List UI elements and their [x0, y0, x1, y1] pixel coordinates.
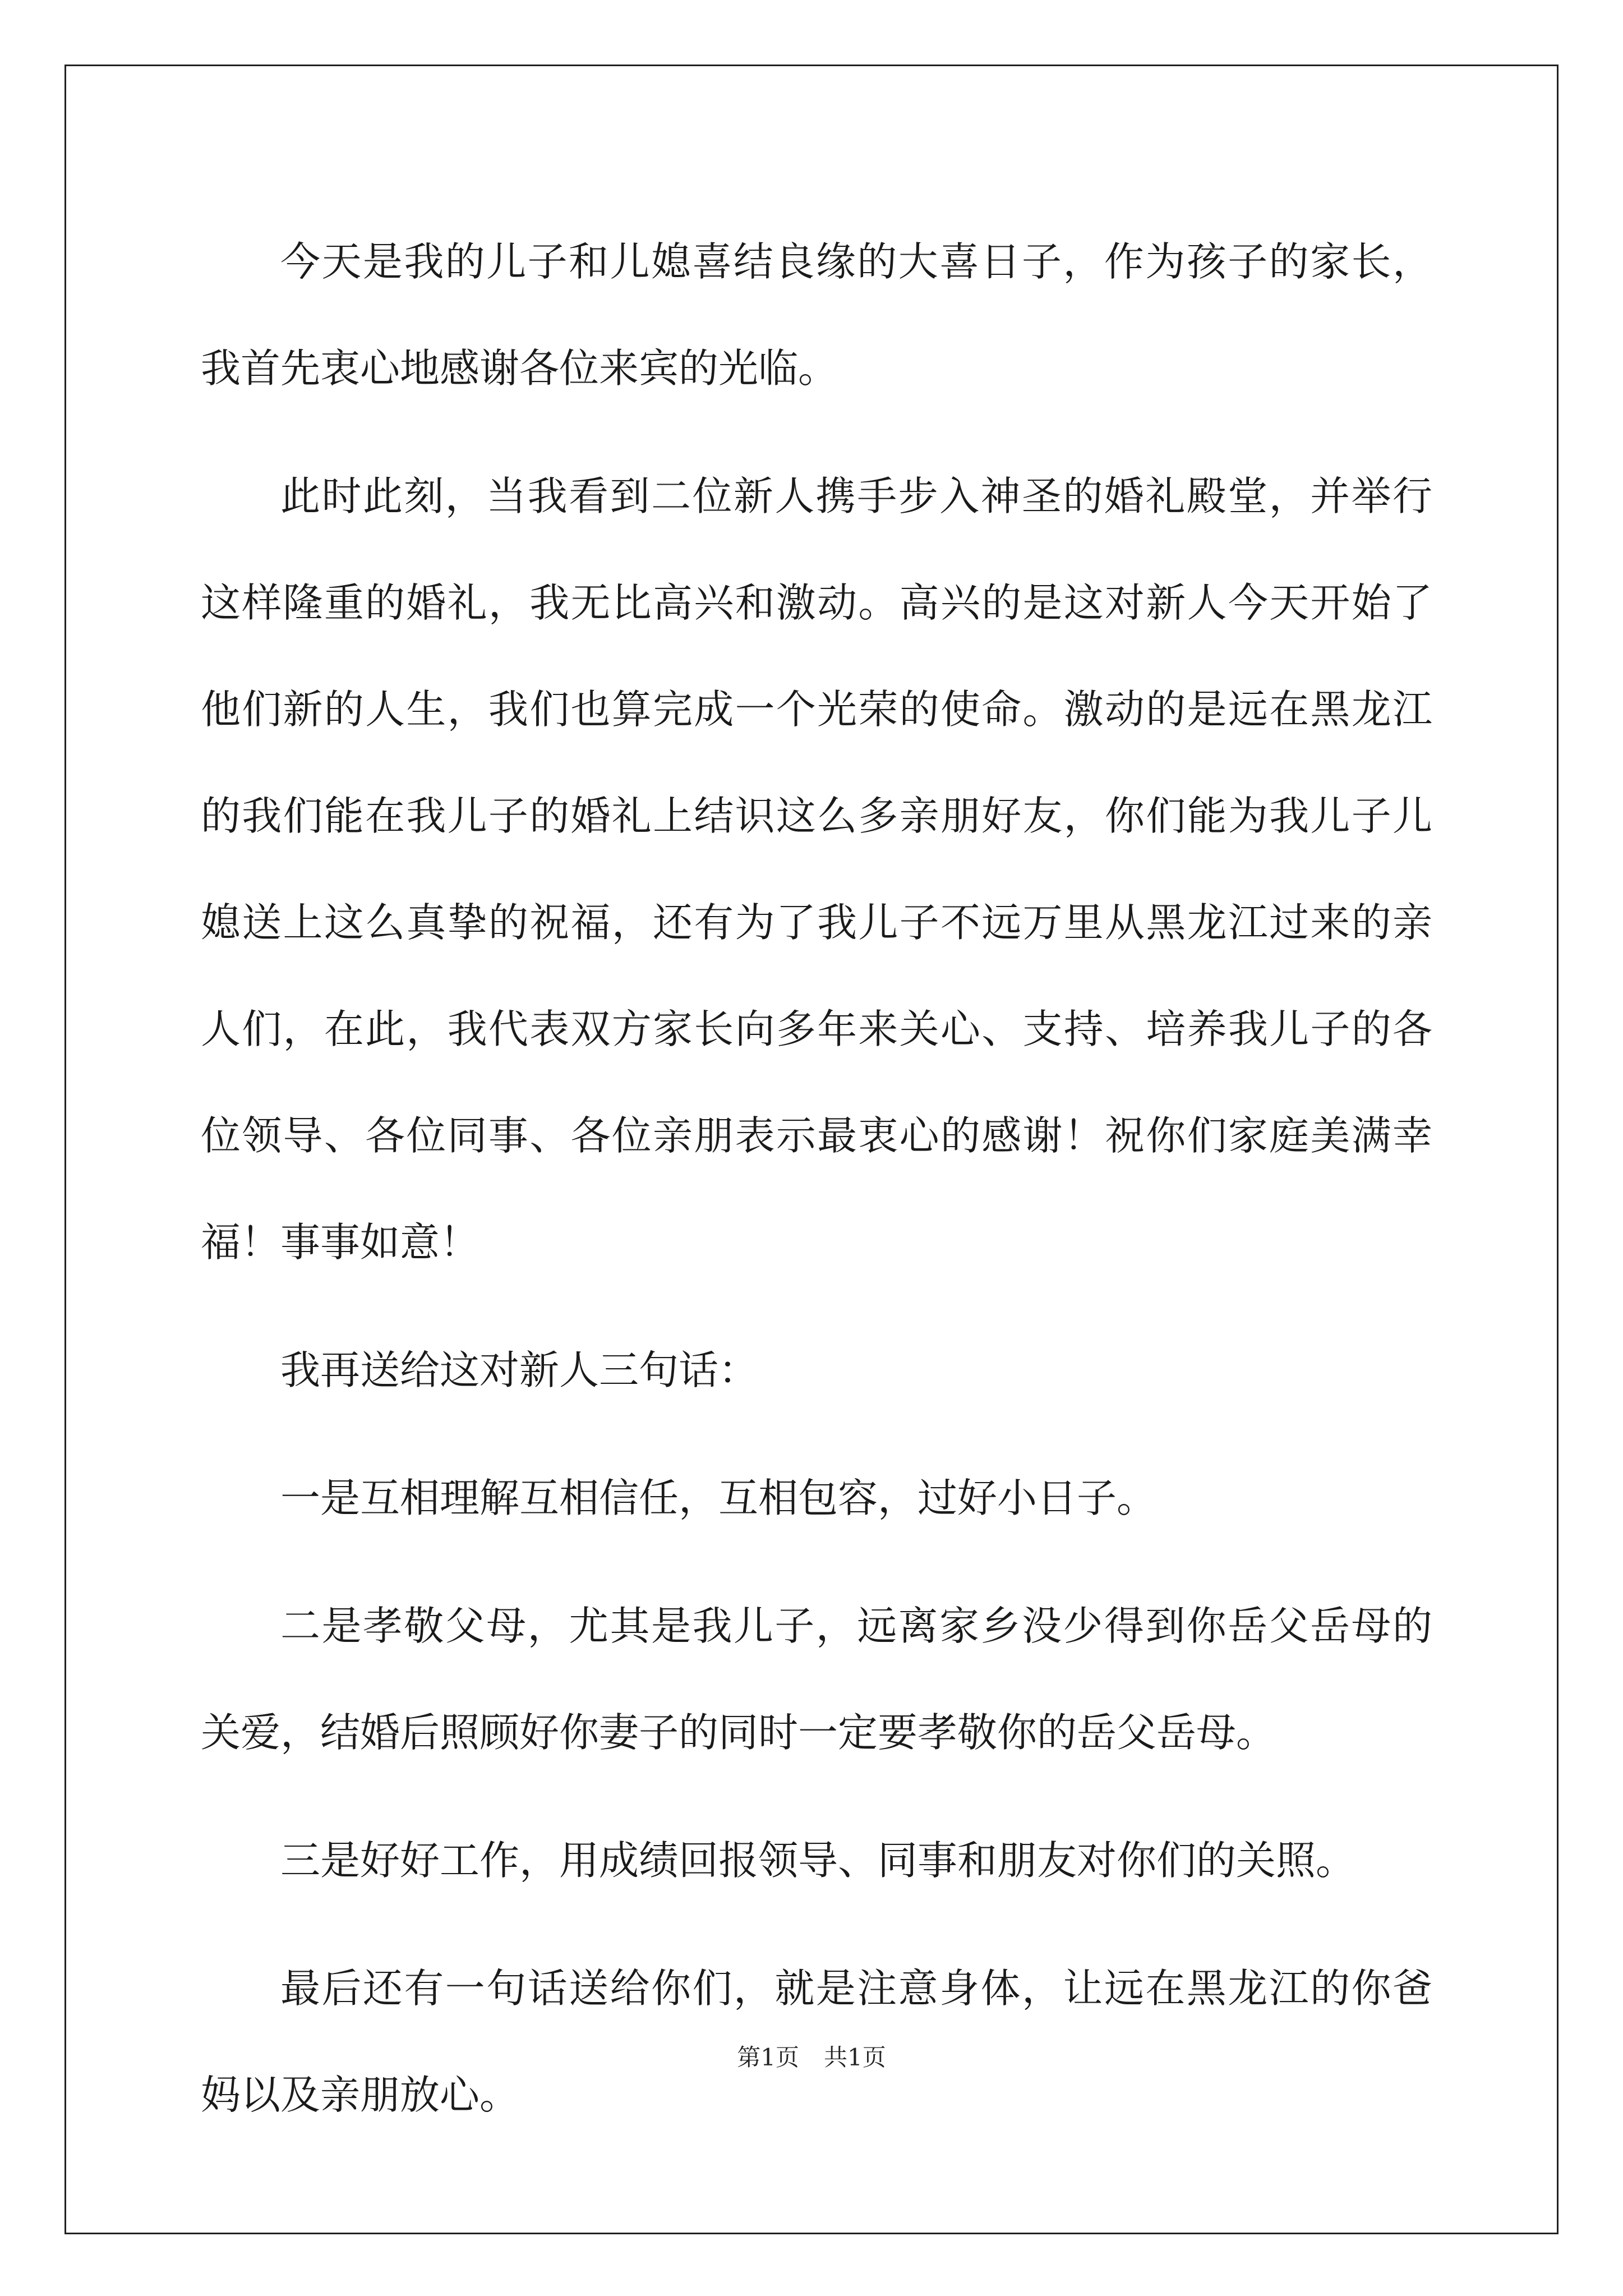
- paragraph: 一是互相理解互相信任，互相包容，过好小日子。: [280, 1475, 1157, 1521]
- paragraph: 最后还有一句话送给你们，就是注意身体，让远在黑龙江的你爸妈以及亲朋放心。: [201, 1965, 1432, 2118]
- paragraph: 我再送给这对新人三句话：: [280, 1347, 759, 1393]
- paragraph: 三是好好工作，用成绩回报领导、同事和朋友对你们的关照。: [280, 1837, 1356, 1884]
- page-footer: [0, 2041, 1623, 2074]
- page-number-current: 第1页: [737, 2044, 799, 2071]
- page-number-total: 共1页: [824, 2044, 886, 2071]
- paragraph: 二是孝敬父母，尤其是我儿子，远离家乡没少得到你岳父岳母的关爱，结婚后照顾好你妻子的同时一定要孝敬你的岳父岳母。: [201, 1603, 1432, 1756]
- paragraph: 今天是我的儿子和儿媳喜结良缘的大喜日子，作为孩子的家长，我首先衷心地感谢各位来宾的光临。: [201, 238, 1432, 392]
- paragraph: 此时此刻，当我看到二位新人携手步入神圣的婚礼殿堂，并举行这样隆重的婚礼，我无比高兴和激动。高兴的是这对新人今天开始了他们新的人生，我们也算完成一个光荣的使命。激动的是远在黑龙江的我们能在我儿子的婚礼上结识这么多亲朋好友，你们能为我儿子儿媳送上这么真挚的祝福，还有为了我儿子不远万里从黑龙江过来的亲人们，在此，我代表双方家长向多年来关心、支持、培养我儿子的各位领导、各位同事、各位亲朋表示最衷心的感谢！祝你们家庭美满幸福！事事如意！: [201, 473, 1432, 1266]
- document-body: [201, 209, 1432, 2148]
